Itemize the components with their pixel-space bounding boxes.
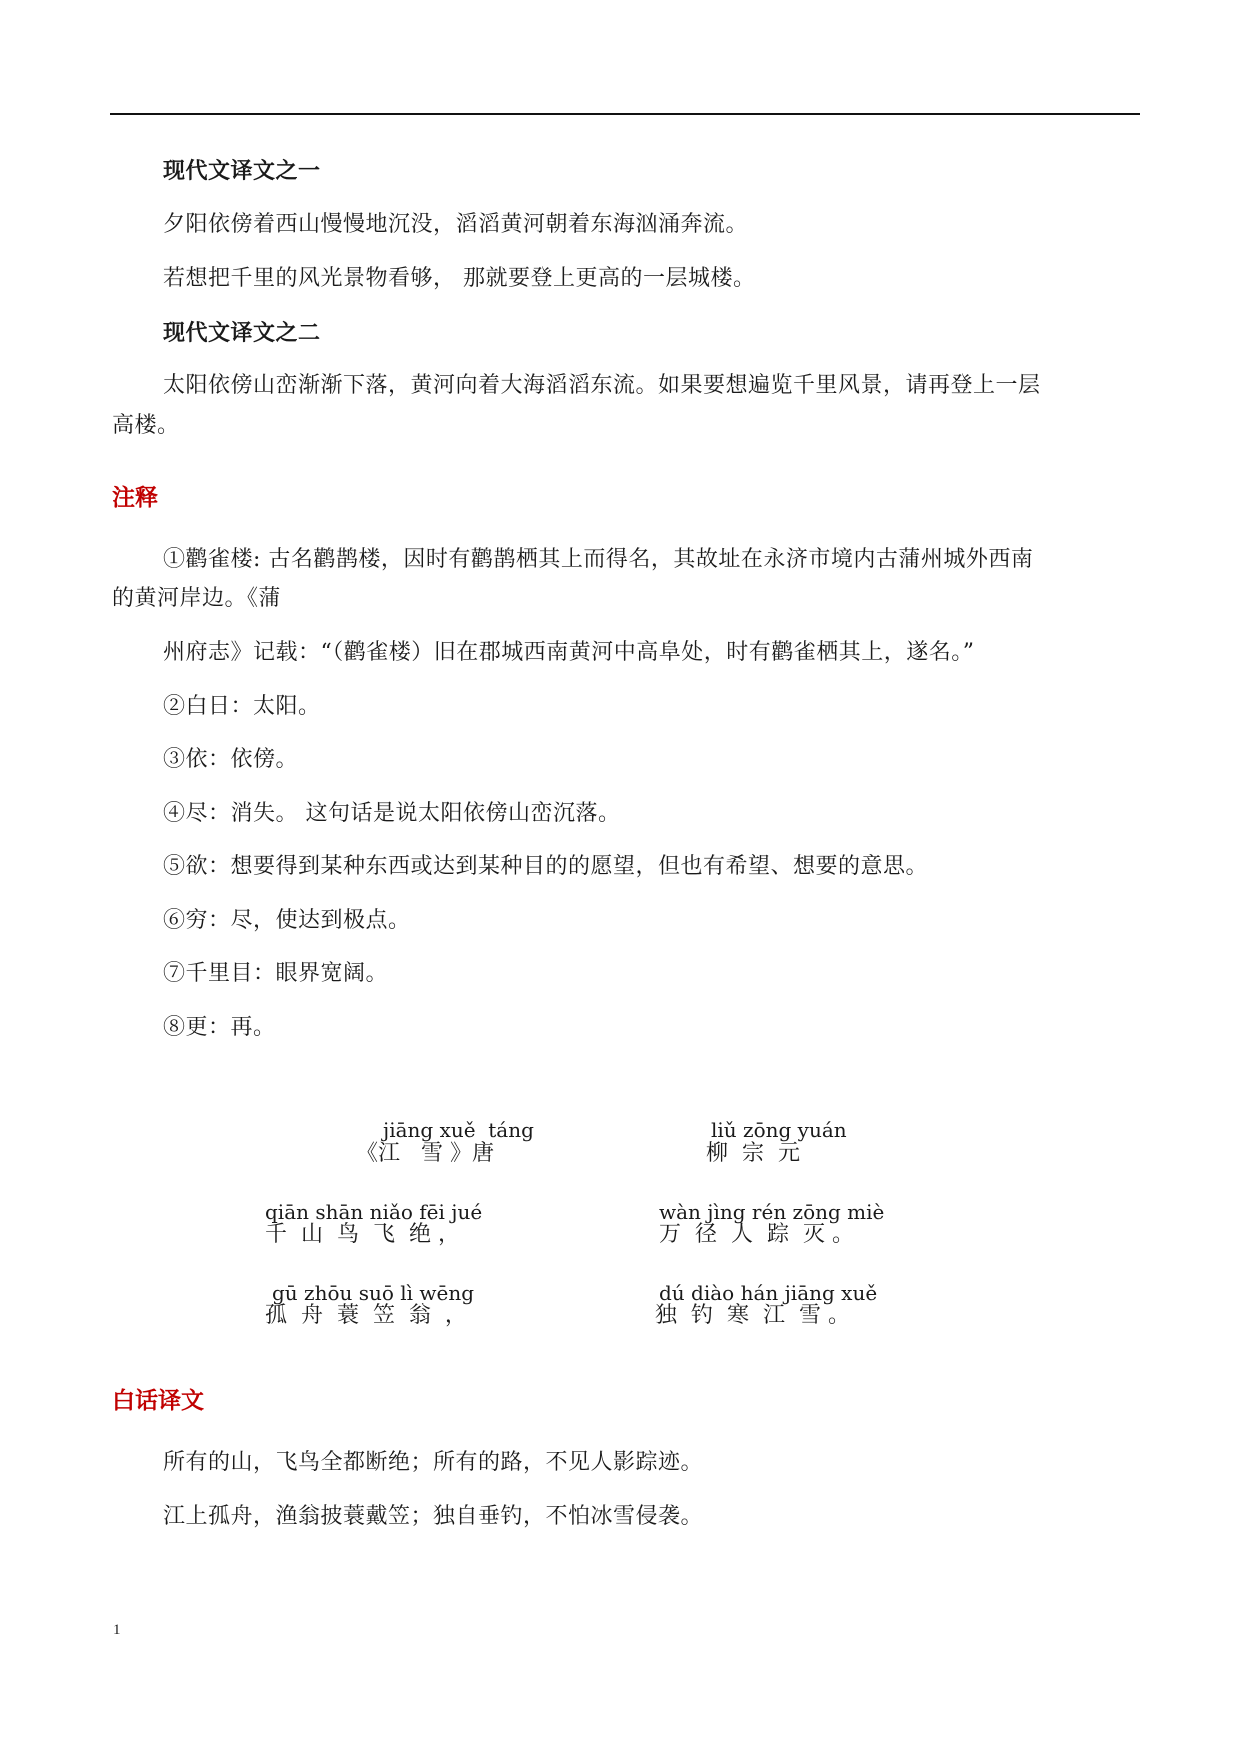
- poem-line-2-pinyin: wàn jìng rén zōng miè: [659, 1200, 885, 1224]
- poem-line-3-pinyin: gū zhōu suō lì wēng: [272, 1281, 475, 1305]
- poem-author: 柳 宗 元: [706, 1141, 800, 1166]
- note-7: ⑦千里目：眼界宽阔。: [163, 961, 389, 986]
- note-5: ⑤欲：想要得到某种东西或达到某种目的的愿望，但也有希望、想要的意思。: [163, 854, 929, 879]
- poem-title-pinyin: jiāng xuě táng: [383, 1118, 534, 1142]
- note-8: ⑧更：再。: [163, 1015, 276, 1040]
- note-4: ④尽：消失。 这句话是说太阳依傍山峦沉落。: [163, 801, 621, 826]
- note-1-cont: 的黄河岸边。《蒲: [112, 586, 282, 611]
- vernacular-heading: 白话译文: [112, 1388, 204, 1414]
- translation-heading-1: 现代文译文之一: [163, 158, 321, 184]
- poem-line-1: 千 山 鸟 飞 绝 ，: [265, 1222, 460, 1247]
- poem-line-4: 独 钓 寒 江 雪 。: [655, 1303, 850, 1328]
- notes-heading: 注释: [112, 485, 158, 511]
- note-1-quote: 州府志》记载：“（鹳雀楼）旧在郡城西南黄河中高阜处，时有鹳雀栖其上，遂名。”: [163, 640, 975, 665]
- vernacular-line-1: 所有的山，飞鸟全都断绝；所有的路，不见人影踪迹。: [163, 1450, 704, 1475]
- translation-paragraph-cont: 高楼。: [112, 413, 180, 438]
- page-number: 1: [113, 1622, 121, 1638]
- poem-author-pinyin: liǔ zōng yuán: [711, 1118, 847, 1142]
- note-3: ③依：依傍。: [163, 747, 299, 772]
- header-rule: [110, 113, 1140, 115]
- note-2: ②白日：太阳。: [163, 694, 321, 719]
- poem-line-1-pinyin: qiān shān niǎo fēi jué: [265, 1200, 483, 1224]
- poem-line-4-pinyin: dú diào hán jiāng xuě: [659, 1281, 878, 1305]
- translation-paragraph: 太阳依傍山峦渐渐下落，黄河向着大海滔滔东流。如果要想遍览千里风景，请再登上一层: [163, 373, 1041, 398]
- translation-heading-2: 现代文译文之二: [163, 320, 321, 346]
- vernacular-line-2: 江上孤舟，渔翁披蓑戴笠；独自垂钓，不怕冰雪侵袭。: [163, 1504, 704, 1529]
- poem-line-3: 孤 舟 蓑 笠 翁 ，: [265, 1303, 467, 1328]
- poem-title: 《江 雪 》唐: [356, 1141, 494, 1166]
- translation-line-1: 夕阳依傍着西山慢慢地沉没，滔滔黄河朝着东海汹涌奔流。: [163, 212, 749, 237]
- note-6: ⑥穷：尽，使达到极点。: [163, 908, 411, 933]
- translation-line-2: 若想把千里的风光景物看够， 那就要登上更高的一层城楼。: [163, 266, 756, 291]
- note-1: ①鹳雀楼: 古名鹳鹊楼，因时有鹳鹊栖其上而得名，其故址在永济市境内古蒲州城外西南: [163, 547, 1034, 572]
- poem-line-2: 万 径 人 踪 灭 。: [659, 1222, 854, 1247]
